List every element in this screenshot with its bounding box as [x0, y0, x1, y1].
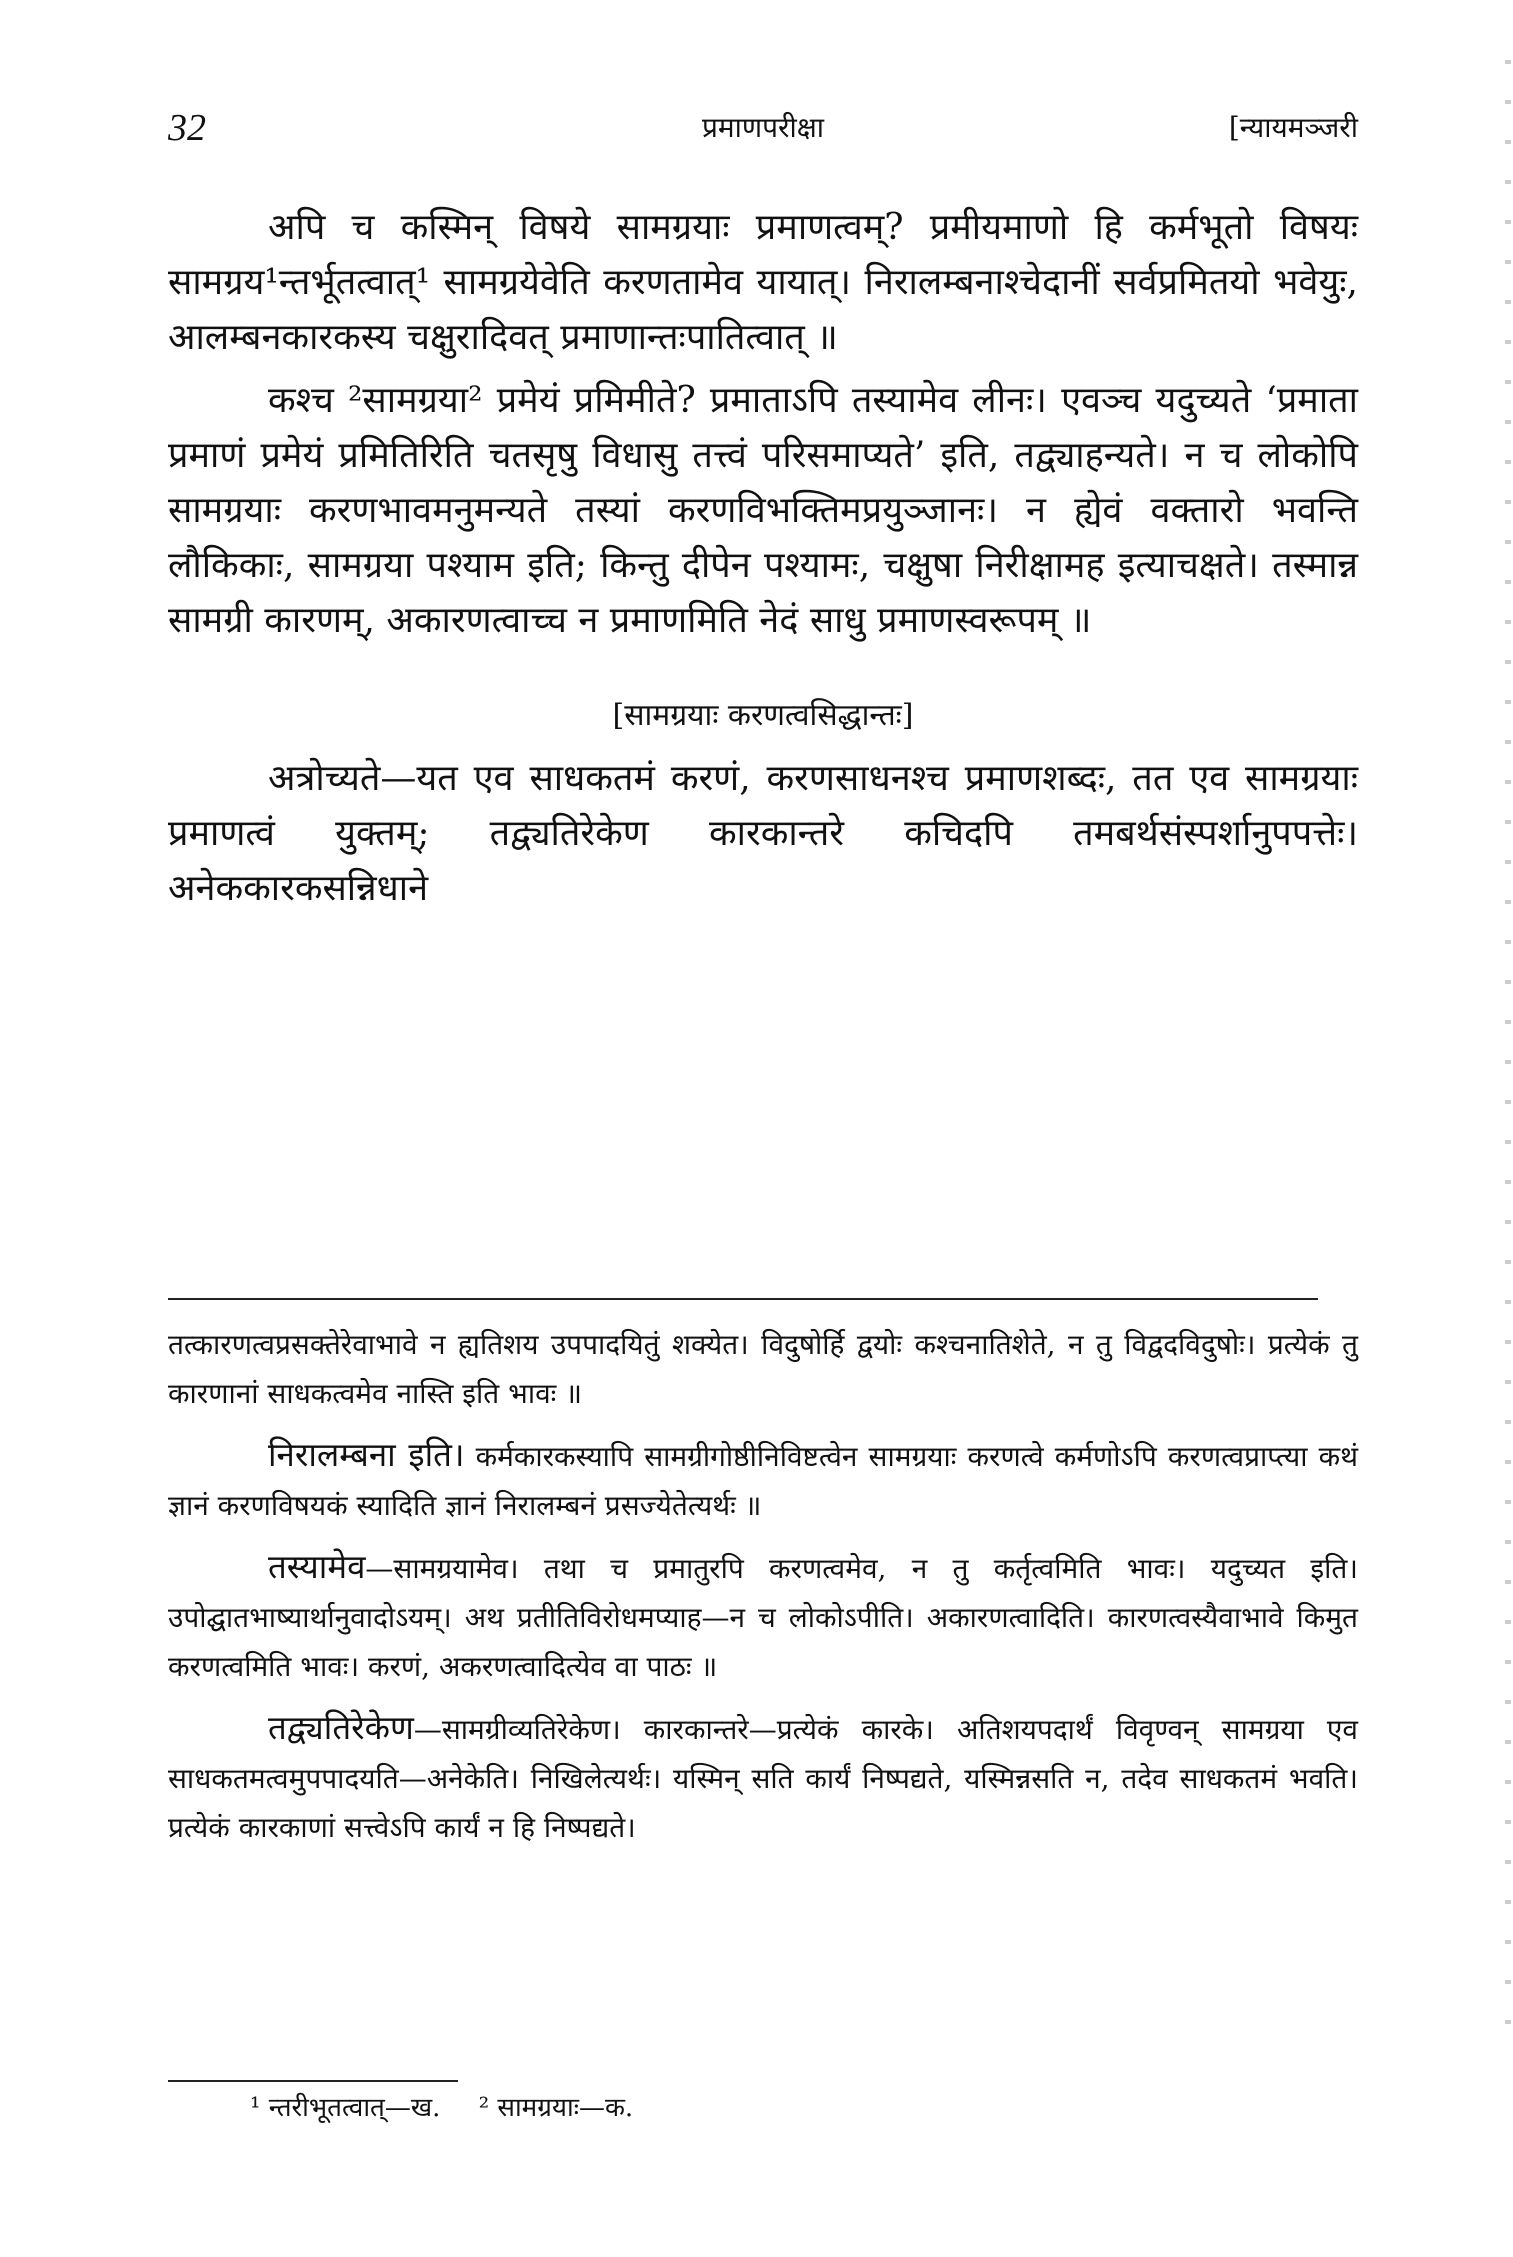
- commentary: [168, 1320, 1358, 1864]
- text-commentary-divider: [168, 1298, 1318, 1300]
- running-book-title: [न्यायमञ्जरी: [1228, 111, 1358, 144]
- commentary-lemma-4: तद्व्यतिरेकेण: [268, 1708, 414, 1747]
- running-title: प्रमाणपरीक्षा: [701, 111, 825, 144]
- commentary-lemma-3: तस्यामेव: [268, 1547, 366, 1586]
- commentary-lemma-2: निरालम्बना इति।: [268, 1435, 465, 1474]
- main-text: [168, 200, 1358, 924]
- scan-edge-mark: [1505, 60, 1511, 2060]
- commentary-text-4: —सामग्रीव्यतिरेकेण। कारकान्तरे—प्रत्येकं कारके। अतिशयपदार्थं विवृण्वन् सामग्रया एव साधकतमत्वमुपपादयति—अनेकेति। निखिलेत्यर्थः। यस्मिन् सति कार्यं निष्पद्यते, यस्मिन्नसति न, तदेव साधकतमं भवति। प्रत्येकं कारकाणां सत्त्वेऽपि कार्यं न हि निष्पद्यते।: [168, 1713, 1358, 1844]
- page-number: 32: [168, 107, 206, 149]
- main-paragraph-2: कश्च ²सामग्रया² प्रमेयं प्रमिमीते? प्रमाताऽपि तस्यामेव लीनः। एवञ्च यदुच्यते ‘प्रमाता प्रमाणं प्रमेयं प्रमितिरिति चतसृषु विधासु तत्त्वं परिसमाप्यते’ इति, तद्व्याहन्यते। न च लोकोपि सामग्रयाः करणभावमनुमन्यते तस्यां करणविभक्तिमप्रयुञ्जानः। न ह्येवं वक्तारो भवन्ति लौकिकाः, सामग्रया पश्याम इति; किन्तु दीपेन पश्यामः, चक्षुषा निरीक्षामह इत्याचक्षते। तस्मान्न सामग्री कारणम्, अकारणत्वाच्च न प्रमाणमिति नेदं साधु प्रमाणस्वरूपम् ॥: [168, 380, 1358, 641]
- footnote-rule: [168, 2080, 458, 2082]
- commentary-paragraph-2: [168, 1430, 1358, 1530]
- commentary-paragraph-3: [168, 1542, 1358, 1691]
- page-header: [168, 100, 1358, 170]
- commentary-text-2: कर्मकारकस्यापि सामग्रीगोष्ठीनिविष्टत्वेन सामग्रयाः करणत्वे कर्मणोऽपि करणत्वप्राप्त्या कथं ज्ञानं करणविषयकं स्यादिति ज्ञानं निरालम्बनं प्रसज्येतेत्यर्थः ॥: [168, 1440, 1358, 1522]
- commentary-text-3: —सामग्रयामेव। तथा च प्रमातुरपि करणत्वमेव, न तु कर्तृत्वमिति भावः। यदुच्यत इति। उपोद्घातभाष्यार्थानुवादोऽयम्। अथ प्रतीतिविरोधमप्याह—न च लोकोऽपीति। अकारणत्वादिति। कारणत्वस्यैवाभावे किमुत करणत्वमिति भावः। करणं, अकरणत्वादित्येव वा पाठः ॥: [168, 1552, 1358, 1683]
- footnote-2: ² सामग्रयाः—क.: [478, 2093, 634, 2123]
- section-heading: [सामग्रयाः करणत्वसिद्धान्तः]: [612, 698, 914, 733]
- main-paragraph-1: अपि च कस्मिन् विषये सामग्रयाः प्रमाणत्वम्? प्रमीयमाणो हि कर्मभूतो विषयः सामग्रय¹न्तर्भूतत्वात्¹ सामग्रयेवेति करणतामेव यायात्। निरालम्बनाश्चेदानीं सर्वप्रमितयो भवेयुः, आलम्बनकारकस्य चक्षुरादिवत् प्रमाणान्तःपातित्वात् ॥: [168, 207, 1358, 358]
- commentary-paragraph-1: तत्कारणत्वप्रसक्तेरेवाभावे न ह्यतिशय उपपादयितुं शक्येत। विदुषोर्हि द्वयोः कश्चनातिशेते, न तु विद्वदविदुषोः। प्रत्येकं तु कारणानां साधकत्वमेव नास्ति इति भावः ॥: [168, 1328, 1358, 1410]
- footnotes: [250, 2088, 633, 2128]
- main-paragraph-3: अत्रोच्यते—यत एव साधकतमं करणं, करणसाधनश्च प्रमाणशब्दः, तत एव सामग्रयाः प्रमाणत्वं युक्तम्; तद्व्यतिरेकेण कारकान्तरे कचिदपि तमबर्थसंस्पर्शानुपपत्तेः। अनेककारकसन्निधाने: [168, 758, 1358, 909]
- commentary-paragraph-4: [168, 1703, 1358, 1852]
- footnote-1: ¹ न्तरीभूतत्वात्—ख.: [250, 2093, 441, 2123]
